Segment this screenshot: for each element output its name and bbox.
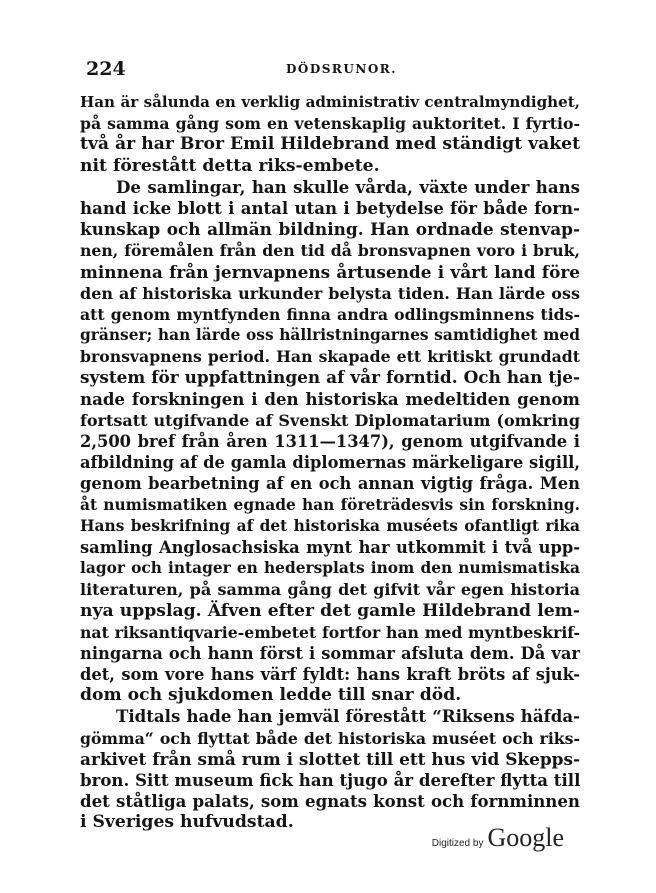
text-line: lagor och intager en hedersplats inom den numismatiska <box>80 559 580 578</box>
text-line: kunskap och allmän bildning. Han ordnade stenvap- <box>80 219 580 240</box>
text-line: nit förestått detta riks-embete. <box>80 155 380 176</box>
text-line: två år har Bror Emil Hildebrand med ständigt vaket <box>80 134 581 155</box>
text-line: hand icke blott i antal utan i betydelse för både forn- <box>80 197 580 218</box>
text-line: gömma“ och flyttat både det historiska muséet och riks- <box>80 728 580 748</box>
google-watermark <box>432 823 564 853</box>
page-header <box>86 58 578 84</box>
text-line: De samlingar, han skulle vårda, växte under hans <box>116 176 580 197</box>
text-line: åt numismatiken egnade han företrädesvis sin forskning. <box>80 495 580 514</box>
text-line: Tidtals hade han jemväl förestått “Riksens häfda- <box>116 706 580 727</box>
text-line: Hans beskrifning af det historiska muséets ofantligt rika <box>80 516 580 535</box>
body-text <box>80 92 580 834</box>
text-line: afbildning af de gamla diplomernas märkeligare sigill, <box>80 453 580 473</box>
text-line: bron. Sitt museum fick han tjugo år derefter flytta till <box>80 770 581 790</box>
text-line: literaturen, på samma gång det gifvit vår egen historia <box>80 580 580 600</box>
text-line: system för uppfattningen af vår forntid. Och han tje- <box>80 367 580 388</box>
text-line: bronsvapnens period. Han skapade ett kritiskt grundadt <box>80 347 580 367</box>
text-line: den af historiska urkunder belysta tiden. Han lärde oss <box>80 283 580 303</box>
text-line: dom och sjukdomen ledde till snar död. <box>80 685 462 706</box>
text-line: minnena från jernvapnens årtusende i vårt land före <box>80 261 580 282</box>
text-line: det, som vore hans värf fyldt: hans kraft bröts af sjuk- <box>80 665 580 685</box>
running-head: DÖDSRUNOR. <box>286 62 397 76</box>
text-line: att genom myntfynden finna andra odlingsminnens tids- <box>80 304 580 324</box>
text-line: nat riksantiqvarie-embetet fortfor han med myntbeskrif- <box>80 622 580 642</box>
text-line: 2,500 bref från åren 1311—1347), genom utgifvande i <box>80 432 580 451</box>
text-line: i Sveriges hufvudstad. <box>80 812 294 833</box>
text-line: på samma gång som en vetenskaplig auktoritet. I fyrtio- <box>80 114 580 134</box>
google-logo: Google <box>487 823 564 852</box>
text-line: samling Anglosachsiska mynt har utkommit i två upp- <box>80 537 580 557</box>
text-line: nade forskningen i den historiska medeltiden genom <box>80 388 580 409</box>
digitized-by-label: Digitized by <box>431 838 484 849</box>
text-line: genom bearbetning af en och annan vigtig fråga. Men <box>80 474 580 494</box>
text-line: det ståtliga palats, som egnats konst och fornminnen <box>80 791 580 812</box>
text-line: Han är sålunda en verklig administrativ centralmyndighet, <box>80 93 580 111</box>
text-line: gränser; han lärde oss hällristningarnes samtidighet med <box>80 326 580 345</box>
text-line: nya uppslag. Äfven efter det gamle Hildebrand lem- <box>80 600 580 621</box>
text-line: fortsatt utgifvande af Svenskt Diplomatarium (omkring <box>80 410 580 430</box>
page-number: 224 <box>86 58 126 80</box>
text-line: arkivet från små rum i slottet till ett hus vid Skepps- <box>80 748 580 769</box>
text-line: nen, föremålen från den tid då bronsvapnen voro i bruk, <box>80 241 580 261</box>
text-line: ningarna och hann först i sommar afsluta dem. Då var <box>80 643 580 663</box>
